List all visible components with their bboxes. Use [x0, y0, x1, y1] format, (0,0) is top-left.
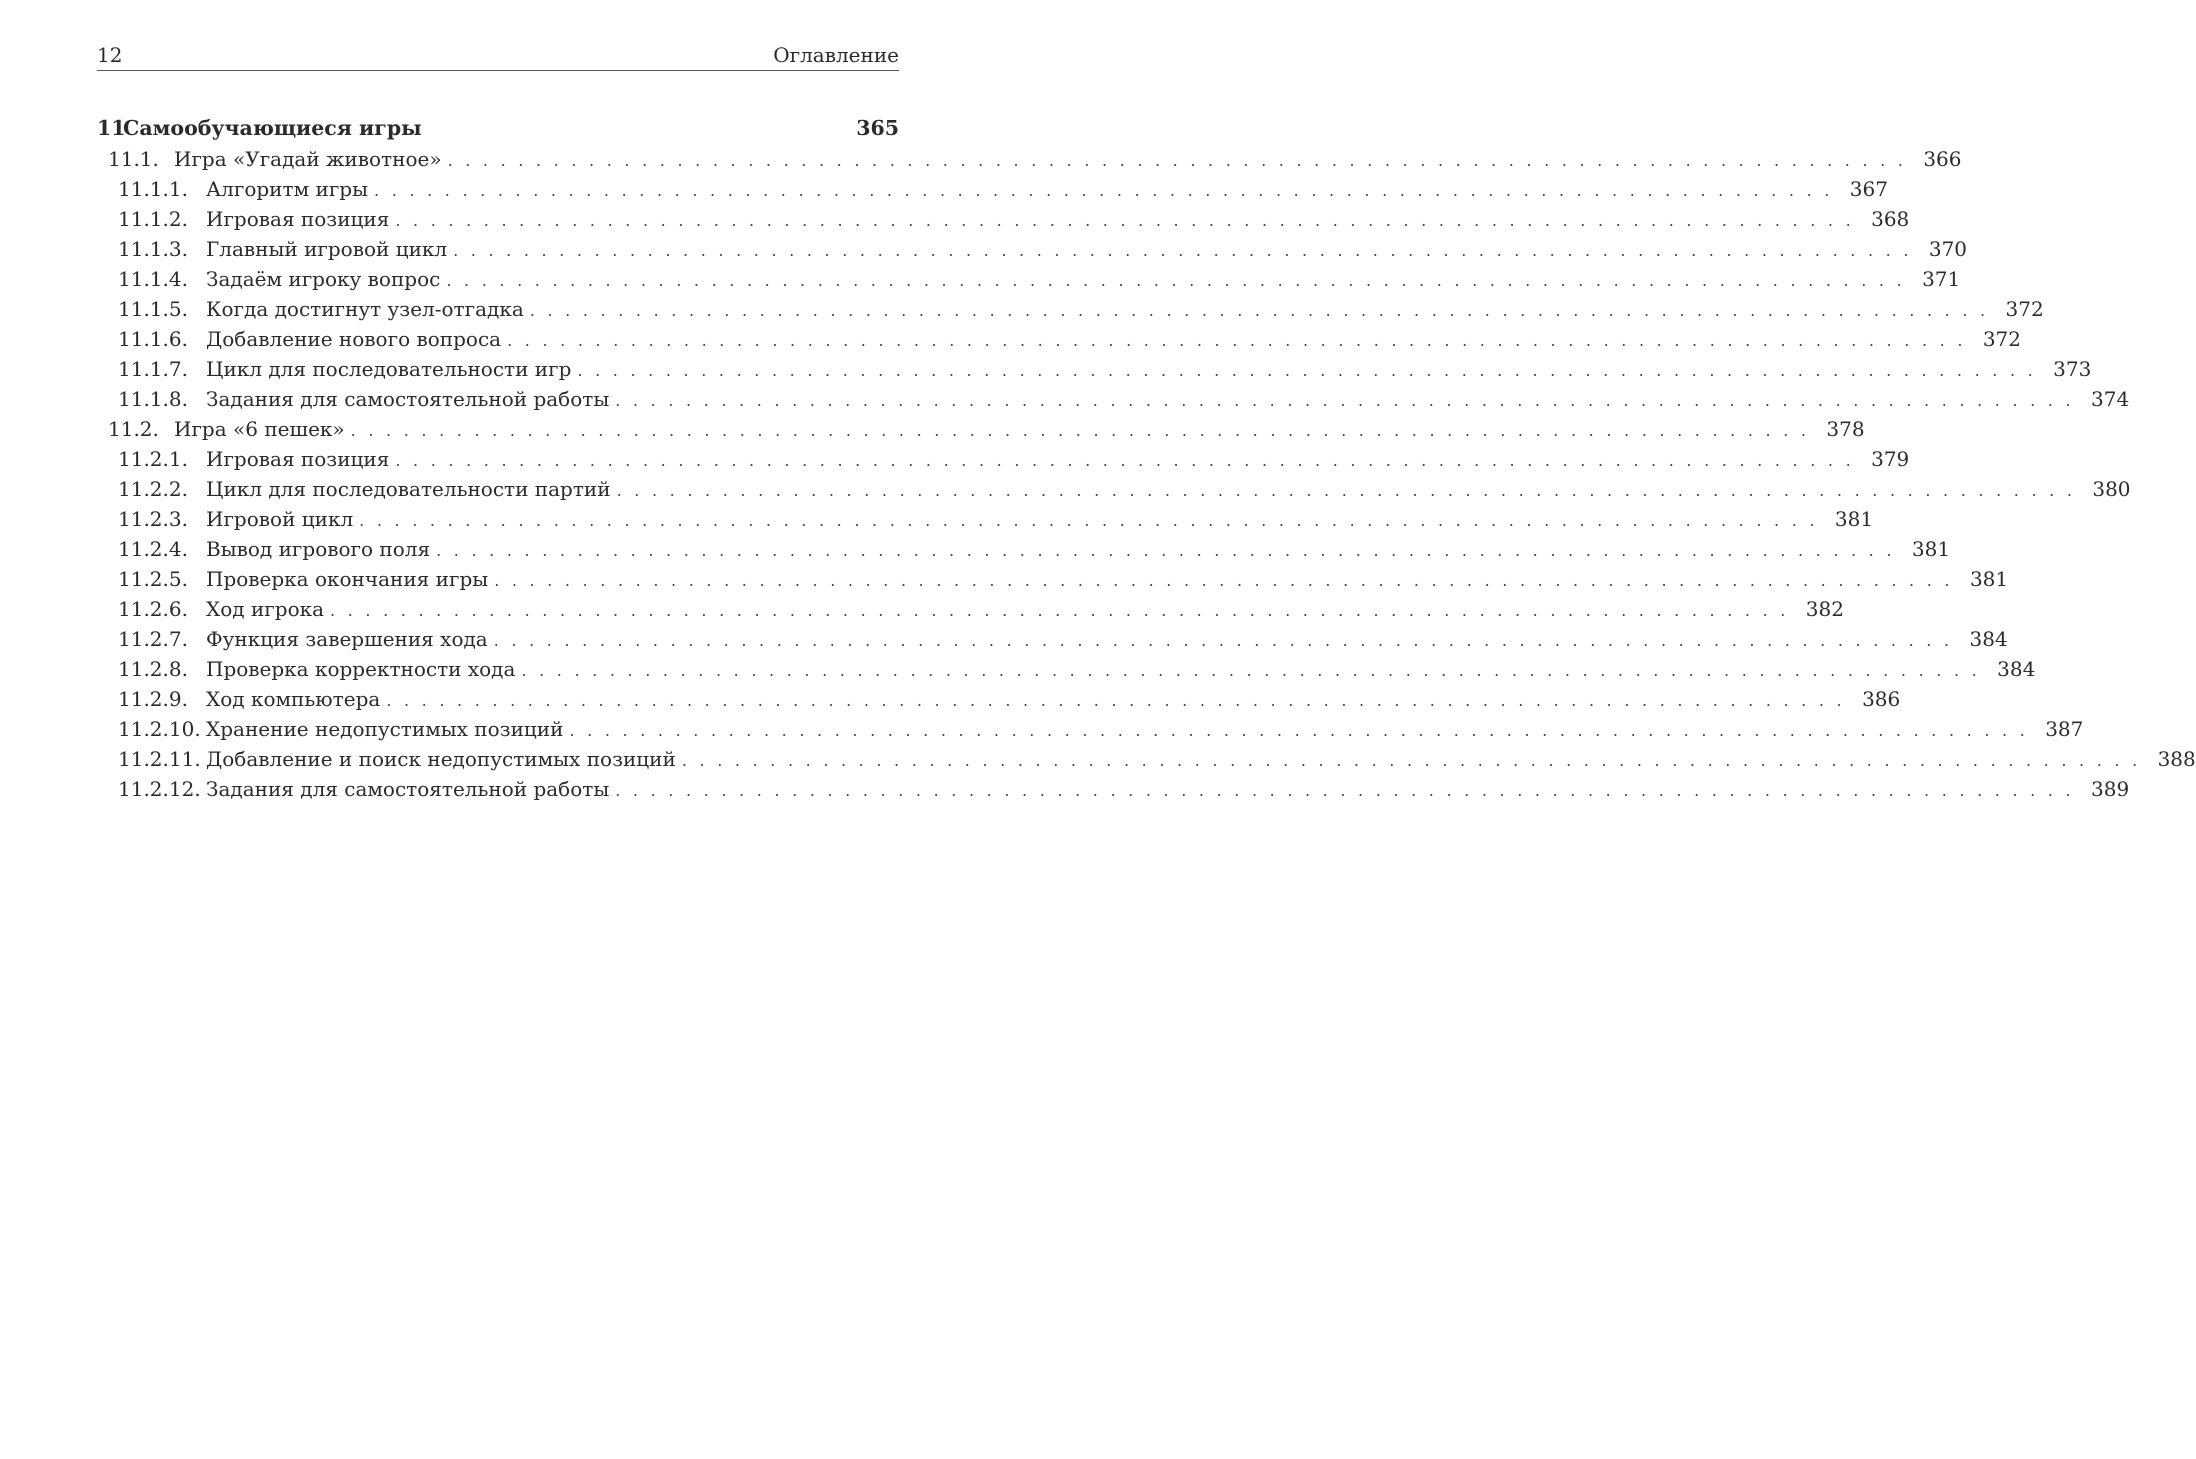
entry-page: 370 — [1928, 237, 1968, 261]
entry-title: Вывод игрового поля — [206, 537, 431, 561]
entry-number: 11.2.9. — [118, 687, 188, 711]
toc-subsection-entry[interactable] — [118, 534, 1951, 564]
toc-section-entry[interactable] — [108, 144, 1962, 174]
entry-title: Когда достигнут узел-отгадка — [206, 297, 524, 321]
toc-subsection-entry[interactable] — [118, 744, 2196, 774]
dot-leader: ................................................................................... — [447, 151, 1916, 170]
entry-title: Проверка корректности хода — [206, 657, 516, 681]
entry-page: 372 — [1982, 327, 2022, 351]
entry-title: Цикл для последовательности игр — [206, 357, 572, 381]
dot-leader: ................................................................................... — [436, 541, 1905, 560]
entry-number: 11.2.2. — [118, 477, 188, 501]
entry-title: Добавление нового вопроса — [206, 327, 502, 351]
entry-title: Игровая позиция — [206, 207, 390, 231]
entry-page: 378 — [1826, 417, 1865, 441]
toc-subsection-entry[interactable] — [118, 264, 1961, 294]
running-header — [97, 40, 899, 71]
toc-subsection-entry[interactable] — [118, 384, 2130, 414]
entry-title: Главный игровой цикл — [206, 237, 448, 261]
dot-leader: ................................................................................... — [359, 511, 1828, 530]
chapter-title: Самообучающиеся игры — [123, 116, 422, 140]
entry-title: Алгоритм игры — [206, 177, 369, 201]
entry-title: Задания для самостоятельной работы — [206, 387, 610, 411]
dot-leader: ................................................................................... — [521, 661, 1990, 680]
entry-page: 372 — [2005, 297, 2044, 321]
entry-number: 11.1. — [108, 147, 159, 171]
entry-page: 388 — [2157, 747, 2196, 771]
entry-title: Задаём игроку вопрос — [206, 267, 441, 291]
toc-section-entry[interactable] — [108, 414, 1865, 444]
entry-number: 11.2.8. — [118, 657, 188, 681]
entry-number: 11.1.8. — [118, 387, 188, 411]
dot-leader: ................................................................................... — [386, 691, 1855, 710]
entry-title: Игровая позиция — [206, 447, 390, 471]
entry-number: 11.2.5. — [118, 567, 188, 591]
toc-subsection-entry[interactable] — [118, 204, 1910, 234]
entry-page: 366 — [1923, 147, 1962, 171]
entry-number: 11.2.12. — [118, 777, 201, 801]
toc-subsection-entry[interactable] — [118, 624, 2008, 654]
toc-subsection-entry[interactable] — [118, 774, 2130, 804]
entry-page: 386 — [1862, 687, 1901, 711]
entry-page: 368 — [1871, 207, 1910, 231]
chapter-page: 365 — [856, 116, 899, 140]
toc-subsection-entry[interactable] — [118, 294, 2044, 324]
dot-leader: ................................................................................... — [615, 391, 2084, 410]
entry-number: 11.1.2. — [118, 207, 188, 231]
dot-leader: ................................................................................... — [507, 331, 1976, 350]
entry-page: 384 — [1969, 627, 2008, 651]
entry-page: 367 — [1849, 177, 1888, 201]
dot-leader: ................................................................................... — [330, 601, 1798, 620]
toc-subsection-entry[interactable] — [118, 174, 1888, 204]
entry-number: 11.1.4. — [118, 267, 188, 291]
entry-title: Игра «Угадай животное» — [174, 147, 442, 171]
entry-page: 387 — [2045, 717, 2084, 741]
page-number: 12 — [97, 43, 123, 67]
toc-subsection-entry[interactable] — [118, 564, 2009, 594]
dot-leader: ................................................................................... — [453, 241, 1922, 260]
toc-subsection-entry[interactable] — [118, 324, 2022, 354]
dot-leader: ................................................................................... — [494, 571, 1963, 590]
toc-subsection-entry[interactable] — [118, 234, 1968, 264]
dot-leader: ................................................................................... — [493, 631, 1962, 650]
entry-number: 11.1.3. — [118, 237, 188, 261]
toc-subsection-entry[interactable] — [118, 504, 1874, 534]
toc-subsection-entry[interactable] — [118, 684, 1901, 714]
entry-page: 380 — [2092, 477, 2131, 501]
entry-title: Цикл для последовательности партий — [206, 477, 611, 501]
dot-leader: ................................................................................... — [350, 421, 1819, 440]
toc-subsection-entry[interactable] — [118, 714, 2084, 744]
entry-number: 11.1.7. — [118, 357, 188, 381]
entry-page: 379 — [1871, 447, 1910, 471]
entry-title: Хранение недопустимых позиций — [206, 717, 564, 741]
entry-number: 11.2.1. — [118, 447, 188, 471]
entry-title: Ход игрока — [206, 597, 325, 621]
entry-title: Добавление и поиск недопустимых позиций — [206, 747, 676, 771]
toc-subsection-entry[interactable] — [118, 354, 2092, 384]
chapter-number: 11 — [97, 116, 126, 140]
dot-leader: ................................................................................... — [395, 451, 1864, 470]
toc-subsection-entry[interactable] — [118, 474, 2131, 504]
dot-leader: ................................................................................... — [569, 721, 2038, 740]
entry-number: 11.2.6. — [118, 597, 188, 621]
entry-title: Ход компьютера — [206, 687, 381, 711]
entry-number: 11.2.4. — [118, 537, 188, 561]
entry-page: 373 — [2053, 357, 2092, 381]
entry-title: Задания для самостоятельной работы — [206, 777, 610, 801]
entry-number: 11.1.1. — [118, 177, 188, 201]
entry-title: Проверка окончания игры — [206, 567, 489, 591]
entry-page: 371 — [1922, 267, 1961, 291]
entry-title: Игра «6 пешек» — [174, 417, 345, 441]
running-title: Оглавление — [773, 43, 899, 67]
dot-leader: ................................................................................... — [615, 781, 2084, 800]
dot-leader: ................................................................................... — [681, 751, 2150, 770]
entry-number: 11.1.5. — [118, 297, 188, 321]
dot-leader: ................................................................................... — [616, 481, 2085, 500]
dot-leader: ................................................................................... — [374, 181, 1842, 200]
toc-subsection-entry[interactable] — [118, 444, 1910, 474]
entry-page: 382 — [1805, 597, 1844, 621]
entry-page: 381 — [1911, 537, 1951, 561]
entry-page: 389 — [2091, 777, 2130, 801]
entry-page: 381 — [1969, 567, 2009, 591]
dot-leader: ................................................................................... — [577, 361, 2046, 380]
dot-leader: ................................................................................... — [395, 211, 1864, 230]
entry-number: 11.1.6. — [118, 327, 188, 351]
toc-subsection-entry[interactable] — [118, 594, 1844, 624]
entry-number: 11.2.7. — [118, 627, 188, 651]
entry-number: 11.2. — [108, 417, 159, 441]
entry-number: 11.2.10. — [118, 717, 201, 741]
toc-chapter-entry[interactable] — [97, 116, 899, 144]
entry-page: 381 — [1834, 507, 1874, 531]
entry-number: 11.2.3. — [118, 507, 188, 531]
entry-title: Функция завершения хода — [206, 627, 488, 651]
toc-subsection-entry[interactable] — [118, 654, 2036, 684]
dot-leader: ................................................................................... — [446, 271, 1915, 290]
entry-number: 11.2.11. — [118, 747, 201, 771]
dot-leader: ................................................................................... — [529, 301, 1998, 320]
entry-page: 384 — [1997, 657, 2036, 681]
entry-title: Игровой цикл — [206, 507, 354, 531]
entry-page: 374 — [2091, 387, 2130, 411]
